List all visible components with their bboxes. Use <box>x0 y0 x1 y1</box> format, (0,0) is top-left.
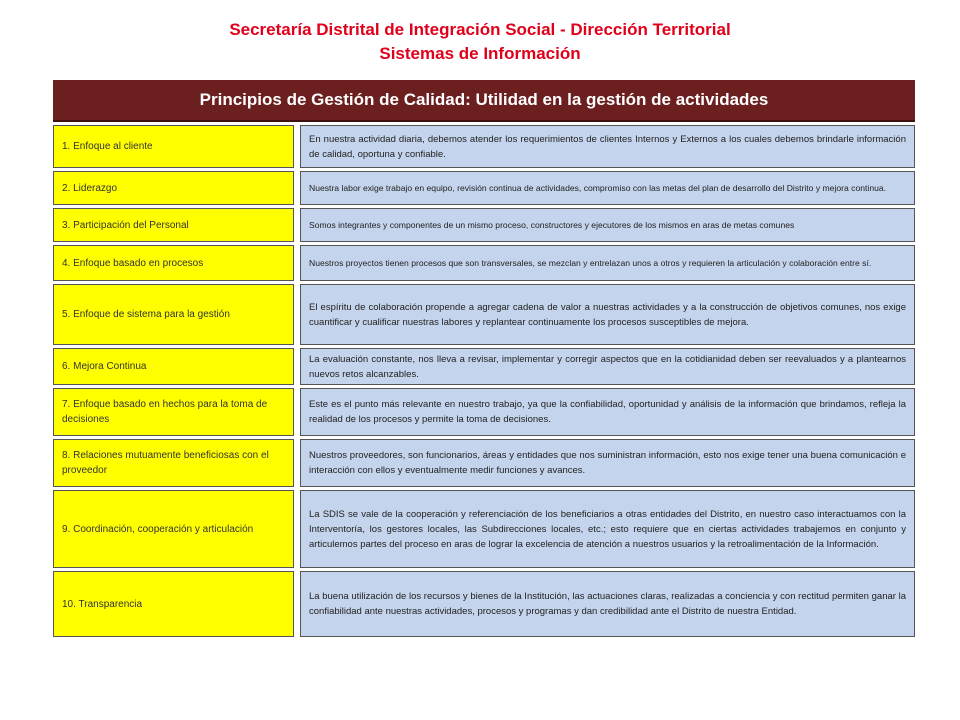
principle-description: Nuestra labor exige trabajo en equipo, revisión continua de actividades, compromiso con las metas del plan de desarrollo del Distrito y mejora continua. <box>300 171 915 205</box>
principle-label: 4. Enfoque basado en procesos <box>53 245 294 281</box>
principle-label: 10. Transparencia <box>53 571 294 637</box>
principle-label: 8. Relaciones mutuamente beneficiosas con el proveedor <box>53 439 294 487</box>
principle-description: Somos integrantes y componentes de un mismo proceso, constructores y ejecutores de los mismos en aras de metas comunes <box>300 208 915 242</box>
principle-label: 5. Enfoque de sistema para la gestión <box>53 284 294 345</box>
principle-row-8 <box>53 439 915 487</box>
principle-description: Este es el punto más relevante en nuestro trabajo, ya que la confiabilidad, oportunidad y análisis de la información que brindamos, refleja la realidad de los procesos y permite la toma de decisiones. <box>300 388 915 436</box>
principle-description: La evaluación constante, nos lleva a revisar, implementar y corregir aspectos que en la cotidianidad deben ser reevaluados y a plantearnos nuevos retos alcanzables. <box>300 348 915 385</box>
header-title: Secretaría Distrital de Integración Social - Dirección Territorial <box>229 20 731 39</box>
principle-description: Nuestros proveedores, son funcionarios, áreas y entidades que nos suministran información, esto nos exige tener una buena comunicación e interacción con ellos y eventualmente medir funciones y avances. <box>300 439 915 487</box>
principle-row-5 <box>53 284 915 345</box>
principle-description: El espíritu de colaboración propende a agregar cadena de valor a nuestras actividades y a la construcción de objetivos comunes, nos exige cuantificar y cualificar nuestras labores y replantear continuamente los procesos susceptibles de mejora. <box>300 284 915 345</box>
principle-row-10 <box>53 571 915 637</box>
principle-row-6 <box>53 348 915 385</box>
principle-row-9 <box>53 490 915 568</box>
principle-label: 9. Coordinación, cooperación y articulación <box>53 490 294 568</box>
page-header <box>0 18 960 66</box>
principle-description: Nuestros proyectos tienen procesos que son transversales, se mezclan y entrelazan unos a otros y requieren la articulación y colaboración entre sí. <box>300 245 915 281</box>
header-subtitle: Sistemas de Información <box>379 44 581 63</box>
principle-row-7 <box>53 388 915 436</box>
section-banner <box>53 80 915 122</box>
principle-label: 6. Mejora Continua <box>53 348 294 385</box>
principle-label: 2. Liderazgo <box>53 171 294 205</box>
principle-label: 7. Enfoque basado en hechos para la toma de decisiones <box>53 388 294 436</box>
principle-description: En nuestra actividad diaria, debemos atender los requerimientos de clientes Internos y Externos a los cuales debemos brindarle información de calidad, oportuna y confiable. <box>300 125 915 168</box>
principle-row-4 <box>53 245 915 281</box>
principle-label: 1. Enfoque al cliente <box>53 125 294 168</box>
principle-description: La buena utilización de los recursos y bienes de la Institución, las actuaciones claras, realizadas a conciencia y con rectitud permiten ganar la confiabilidad ante nuestras actividades, procesos y programas y dan credibilidad ante el Distrito de nuestra Entidad. <box>300 571 915 637</box>
principle-row-1 <box>53 125 915 168</box>
principle-label: 3. Participación del Personal <box>53 208 294 242</box>
principle-row-3 <box>53 208 915 242</box>
banner-title: Principios de Gestión de Calidad: Utilidad en la gestión de actividades <box>199 90 769 109</box>
principle-row-2 <box>53 171 915 205</box>
principle-description: La SDIS se vale de la cooperación y referenciación de los beneficiarios a otras entidades del Distrito, en nuestro caso interactuamos con la Interventoría, los gestores locales, las Subdirecciones locales, etc.; esto requiere que en ciertas actividades trabajemos en conjunto y articulemos partes del proceso en aras de lograr la excelencia de atención a nuestros usuarios y la retroalimentación de la Información. <box>300 490 915 568</box>
